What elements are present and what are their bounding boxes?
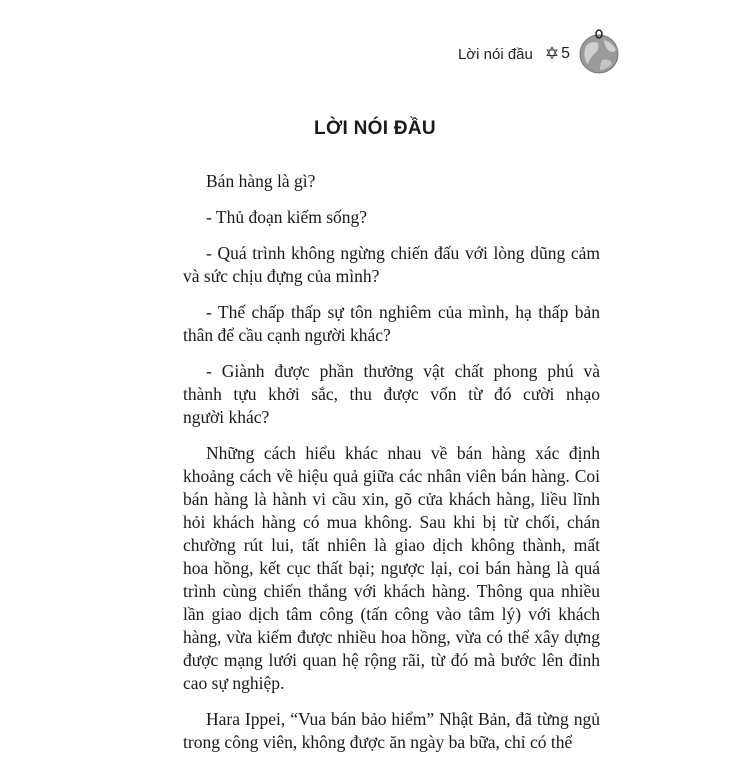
- paragraph: [183, 442, 600, 695]
- text-line: thân để cầu cạnh người khác?: [183, 325, 391, 345]
- paragraph: [183, 242, 600, 288]
- text-line: trong công viên, không được ăn ngày ba bữa, chỉ có thể: [183, 732, 573, 752]
- body-text: [183, 170, 600, 767]
- text-line: trình cùng chiến thắng với khách hàng. Thông qua nhiều: [183, 581, 600, 601]
- text-line: bán hàng là hành vi cầu xin, gõ cửa khách hàng, liều lĩnh: [183, 489, 600, 509]
- text-line: Bán hàng là gì?: [206, 171, 316, 191]
- text-line: khoảng cách về hiệu quả giữa các nhân viên bán hàng. Coi: [183, 466, 600, 486]
- paragraph: [183, 360, 600, 429]
- text-line: cao sự nghiệp.: [183, 673, 285, 693]
- text-line: hoa hồng, kết cục thất bại; ngược lại, coi bán hàng là quá: [183, 558, 600, 578]
- text-line: và sức chịu đựng của mình?: [183, 266, 380, 286]
- page-number: 5: [561, 45, 570, 62]
- text-line: hàng, vừa kiếm được nhiều hoa hồng, vừa có thể xây dựng: [183, 627, 600, 647]
- page-title: LỜI NÓI ĐẦU: [314, 118, 436, 139]
- text-line: - Giành được phần thưởng vật chất phong phú và: [206, 361, 600, 381]
- text-line: Hara Ippei, “Vua bán bảo hiểm” Nhật Bản, đã từng ngủ: [206, 709, 600, 729]
- star-of-david-icon: ✡: [544, 44, 560, 63]
- text-line: Những cách hiểu khác nhau về bán hàng xác định: [206, 443, 600, 463]
- text-line: người khác?: [183, 407, 270, 427]
- paragraph: [183, 170, 600, 193]
- text-line: hỏi khách hàng có mua không. Sau khi bị từ chối, chán: [183, 512, 600, 532]
- text-line: - Quá trình không ngừng chiến đấu với lòng dũng cảm: [206, 243, 600, 263]
- paragraph: [183, 206, 600, 229]
- chapter-label: Lời nói đầu: [457, 45, 533, 63]
- text-line: - Thủ đoạn kiếm sống?: [206, 207, 368, 227]
- text-line: chường rút lui, tất nhiên là giao dịch không thành, mất: [183, 535, 600, 555]
- running-header: [458, 44, 570, 64]
- text-line: - Thế chấp thấp sự tôn nghiêm của mình, hạ thấp bản: [206, 302, 600, 322]
- paragraph: [183, 301, 600, 347]
- text-line: lần giao dịch tâm công (tấn công vào tâm lý) với khách: [183, 604, 600, 624]
- text-line: thành tựu khởi sắc, thu được vốn từ đó cười nhạo: [183, 384, 600, 404]
- paragraph: [183, 708, 600, 754]
- text-line: được mạng lưới quan hệ rộng rãi, từ đó mà bước lên đỉnh: [183, 650, 600, 670]
- globe-icon: [578, 28, 620, 74]
